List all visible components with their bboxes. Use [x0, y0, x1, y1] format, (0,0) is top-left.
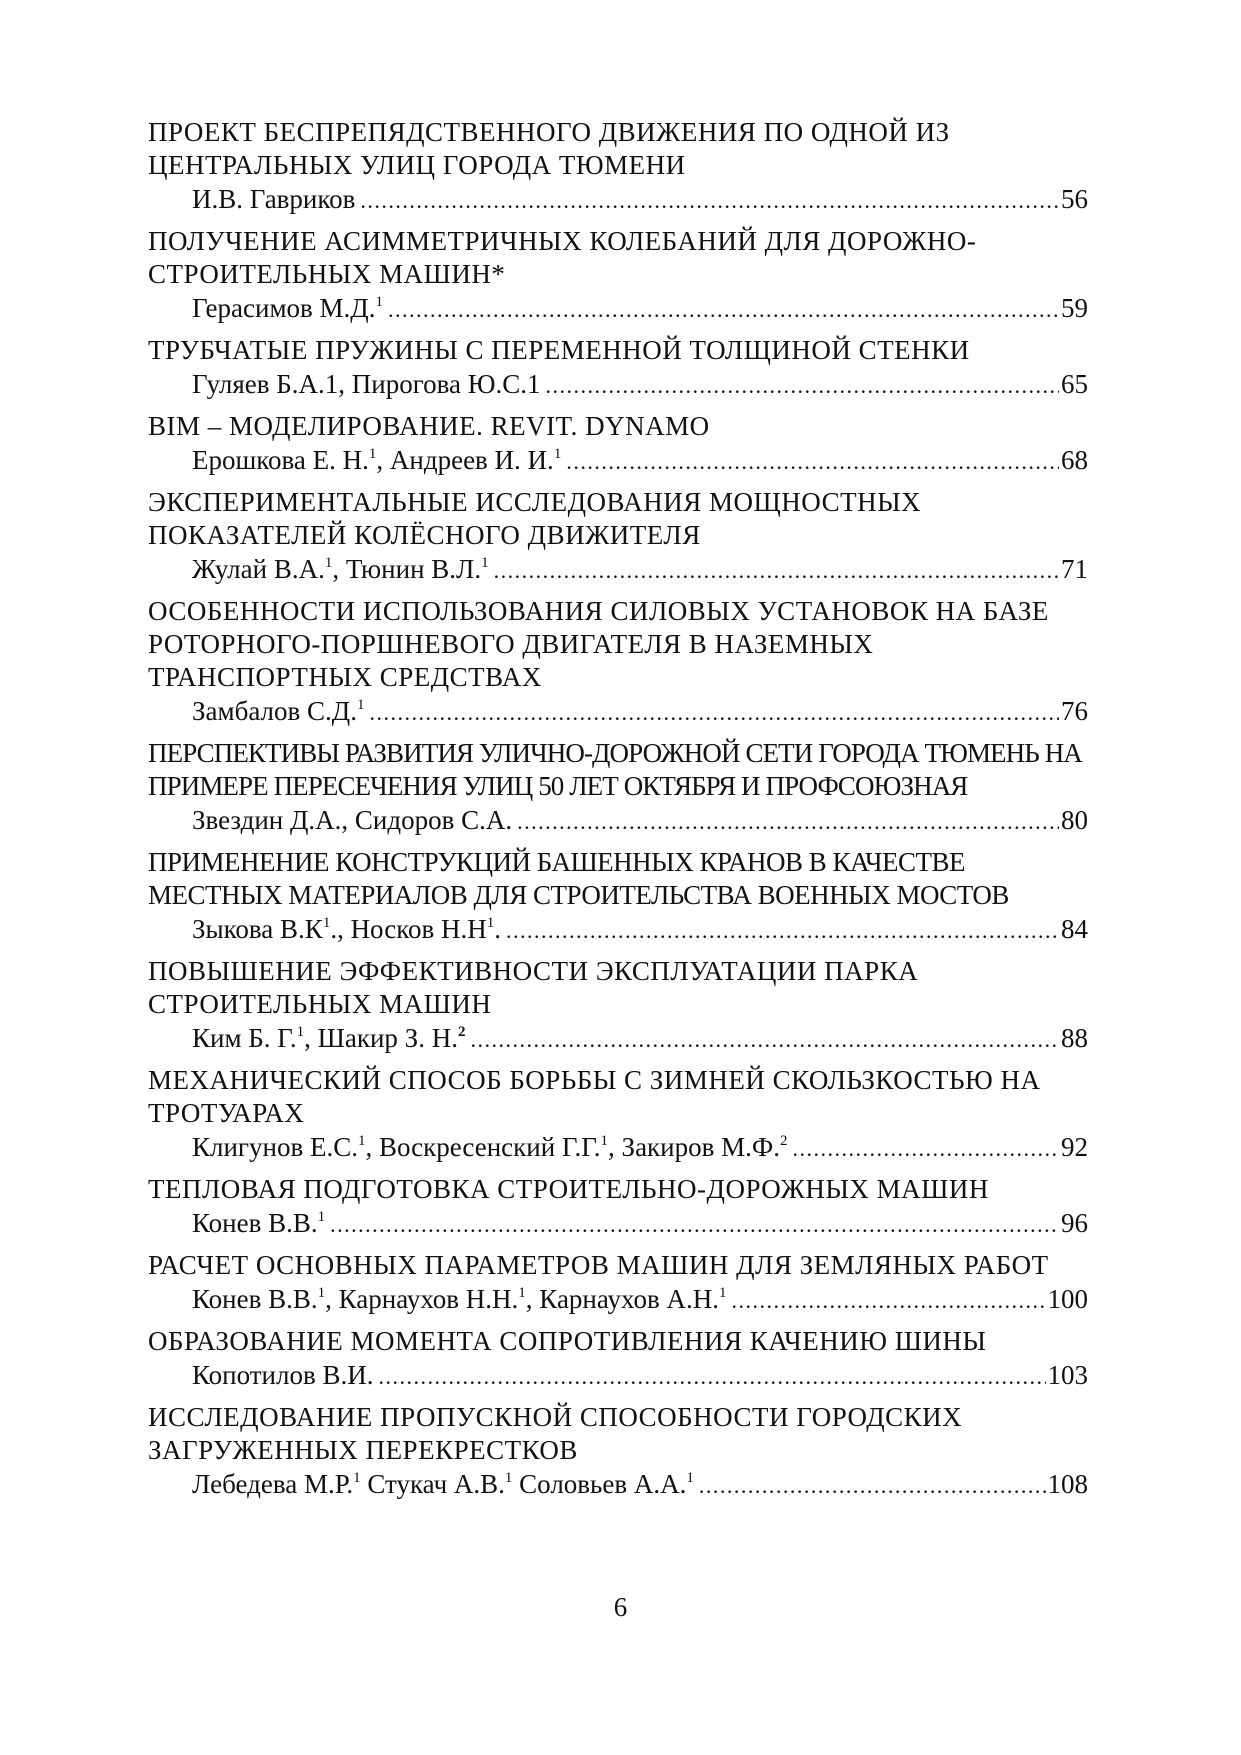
- entry-authors: Звездин Д.А., Сидоров С.А.: [192, 805, 513, 835]
- entry-line: [148, 694, 1088, 730]
- entry-line: [148, 912, 1088, 948]
- author-text: , Тюнин В.Л.: [332, 554, 482, 584]
- entry-page-number: 71: [1061, 554, 1088, 584]
- entry-title: ТЕПЛОВАЯ ПОДГОТОВКА СТРОИТЕЛЬНО-ДОРОЖНЫХ МАШИН: [148, 1174, 989, 1204]
- entry-authors: [192, 1021, 465, 1055]
- entry-page-number: 100: [1047, 1284, 1088, 1314]
- toc-entry: [148, 737, 1088, 839]
- toc-entry: [148, 1064, 1088, 1166]
- footnote-mark: 1: [357, 1133, 366, 1149]
- footnote-mark: 2: [457, 1024, 466, 1040]
- footnote-mark: 1: [486, 915, 495, 931]
- footnote-mark: 1: [553, 446, 562, 462]
- author-text: Лебедева М.Р.: [192, 1469, 354, 1499]
- author-text: Зыкова В.К: [192, 914, 323, 944]
- entry-title: ЭКСПЕРИМЕНТАЛЬНЫЕ ИССЛЕДОВАНИЯ МОЩНОСТНЫХ ПОКАЗАТЕЛЕЙ КОЛЁСНОГО ДВИЖИТЕЛЯ: [148, 487, 922, 550]
- entry-title: ИССЛЕДОВАНИЕ ПРОПУСКНОЙ СПОСОБНОСТИ ГОРОДСКИХ ЗАГРУЖЕННЫХ ПЕРЕКРЕСТКОВ: [148, 1402, 963, 1465]
- entry-title: ПРИМЕНЕНИЕ КОНСТРУКЦИЙ БАШЕННЫХ КРАНОВ В КАЧЕСТВЕ МЕСТНЫХ МАТЕРИАЛОВ ДЛЯ СТРОИТЕЛЬСТВА ВОЕННЫХ МОСТОВ: [148, 847, 1009, 910]
- entry-page-number: 92: [1061, 1132, 1088, 1162]
- footnote-mark: 1: [504, 1470, 513, 1486]
- entry-line: [148, 367, 1088, 403]
- entry-title: ТРУБЧАТЫЕ ПРУЖИНЫ С ПЕРЕМЕННОЙ ТОЛЩИНОЙ СТЕНКИ: [148, 335, 970, 365]
- author-text: .: [494, 914, 501, 944]
- author-text: Замбалов С.Д.: [192, 696, 357, 726]
- toc-entry: [148, 1401, 1088, 1503]
- entry-line: [148, 1467, 1088, 1503]
- page-number: 6: [613, 1592, 628, 1622]
- author-text: , Андреев И. И.: [376, 445, 554, 475]
- dot-leader: [517, 805, 1059, 839]
- toc-entry: [148, 225, 1088, 327]
- dot-leader: [546, 369, 1059, 403]
- author-text: ., Носков Н.Н: [330, 914, 487, 944]
- entry-title: ПОВЫШЕНИЕ ЭФФЕКТИВНОСТИ ЭКСПЛУАТАЦИИ ПАРКА СТРОИТЕЛЬНЫХ МАШИН: [148, 956, 919, 1019]
- dot-leader: [566, 445, 1059, 479]
- toc-entry: [148, 1173, 1088, 1242]
- entry-title: ОБРАЗОВАНИЕ МОМЕНТА СОПРОТИВЛЕНИЯ КАЧЕНИЮ ШИНЫ: [148, 1326, 987, 1356]
- entry-line: [148, 1130, 1088, 1166]
- table-of-contents: [148, 116, 1088, 1510]
- entry-line: [148, 291, 1088, 327]
- entry-authors: И.В. Гавриков: [192, 184, 356, 214]
- author-text: Конев В.В.: [192, 1284, 318, 1314]
- footnote-mark: 1: [353, 1470, 361, 1486]
- entry-title: ПЕРСПЕКТИВЫ РАЗВИТИЯ УЛИЧНО-ДОРОЖНОЙ СЕТИ ГОРОДА ТЮМЕНЬ НА ПРИМЕРЕ ПЕРЕСЕЧЕНИЯ УЛИЦ 50 ЛЕТ ОКТЯБРЯ И ПРОФСОЮЗНАЯ: [148, 738, 1082, 801]
- dot-leader: [494, 554, 1059, 588]
- entry-line: [148, 552, 1088, 588]
- entry-line: [148, 1021, 1088, 1057]
- footnote-mark: 1: [356, 697, 365, 713]
- toc-entry: [148, 334, 1088, 403]
- entry-authors: [192, 1282, 726, 1316]
- entry-title: BIM – МОДЕЛИРОВАНИЕ. REVIT. DYNAMO: [148, 411, 710, 441]
- toc-entry: [148, 1249, 1088, 1318]
- dot-leader: [360, 184, 1059, 218]
- dot-leader: [699, 1469, 1046, 1503]
- entry-authors: [192, 1130, 787, 1164]
- entry-page-number: 103: [1047, 1360, 1088, 1390]
- entry-title: МЕХАНИЧЕСКИЙ СПОСОБ БОРЬБЫ С ЗИМНЕЙ СКОЛЬЗКОСТЬЮ НА ТРОТУАРАХ: [148, 1065, 1041, 1128]
- toc-entry: [148, 410, 1088, 479]
- entry-authors: [192, 291, 383, 325]
- entry-line: [148, 1358, 1088, 1394]
- author-text: , Закиров М.Ф.: [608, 1132, 780, 1162]
- entry-title: РАСЧЕТ ОСНОВНЫХ ПАРАМЕТРОВ МАШИН ДЛЯ ЗЕМЛЯНЫХ РАБОТ: [148, 1250, 1049, 1280]
- entry-line: [148, 443, 1088, 479]
- toc-entry: [148, 486, 1088, 588]
- dot-leader: [330, 1208, 1059, 1242]
- footnote-mark: 1: [375, 294, 383, 310]
- entry-authors: [192, 912, 501, 946]
- dot-leader: [388, 293, 1059, 327]
- entry-page-number: 59: [1061, 293, 1088, 323]
- footnote-mark: 1: [481, 555, 489, 571]
- author-text: Соловьев А.А.: [512, 1469, 687, 1499]
- author-text: , Шакир З. Н.: [304, 1023, 458, 1053]
- footnote-mark: 2: [779, 1133, 788, 1149]
- entry-title: ПОЛУЧЕНИЕ АСИММЕТРИЧНЫХ КОЛЕБАНИЙ ДЛЯ ДОРОЖНО-СТРОИТЕЛЬНЫХ МАШИН*: [148, 226, 977, 289]
- footnote-mark: 1: [317, 1209, 326, 1225]
- footnote-mark: 1: [718, 1285, 727, 1301]
- footnote-mark: 1: [686, 1470, 694, 1486]
- entry-page-number: 65: [1061, 369, 1088, 399]
- entry-page-number: 80: [1061, 805, 1088, 835]
- dot-leader: [470, 1023, 1059, 1057]
- entry-authors: [192, 443, 561, 477]
- author-text: Конев В.В.: [192, 1208, 318, 1238]
- author-text: Ерошкова Е. Н.: [192, 445, 369, 475]
- toc-entry: [148, 1325, 1088, 1394]
- author-text: , Карнаухов Н.Н.: [325, 1284, 519, 1314]
- dot-leader: [792, 1132, 1059, 1166]
- entry-page-number: 108: [1047, 1469, 1088, 1499]
- entry-authors: [192, 1206, 325, 1240]
- entry-authors: Гуляев Б.А.1, Пирогова Ю.С.1: [192, 369, 541, 399]
- dot-leader: [731, 1284, 1045, 1318]
- footnote-mark: 1: [368, 446, 377, 462]
- author-text: Стукач А.В.: [360, 1469, 505, 1499]
- entry-authors: Копотилов В.И.: [192, 1360, 374, 1390]
- entry-authors: [192, 1467, 694, 1501]
- entry-line: [148, 182, 1088, 218]
- entry-page-number: 68: [1061, 445, 1088, 475]
- author-text: Клигунов Е.С.: [192, 1132, 358, 1162]
- entry-line: [148, 1282, 1088, 1318]
- author-text: , Воскресенский Г.Г.: [365, 1132, 601, 1162]
- entry-line: [148, 803, 1088, 839]
- author-text: Жулай В.А.: [192, 554, 325, 584]
- dot-leader: [506, 914, 1059, 948]
- dot-leader: [369, 696, 1059, 730]
- entry-authors: [192, 552, 489, 586]
- toc-entry: [148, 595, 1088, 730]
- entry-title: ОСОБЕННОСТИ ИСПОЛЬЗОВАНИЯ СИЛОВЫХ УСТАНОВОК НА БАЗЕ РОТОРНОГО-ПОРШНЕВОГО ДВИГАТЕЛЯ В НАЗЕМНЫХ ТРАНСПОРТНЫХ СРЕДСТВАХ: [148, 596, 1049, 692]
- entry-authors: [192, 694, 364, 728]
- entry-title: ПРОЕКТ БЕСПРЕПЯДСТВЕННОГО ДВИЖЕНИЯ ПО ОДНОЙ ИЗ ЦЕНТРАЛЬНЫХ УЛИЦ ГОРОДА ТЮМЕНИ: [148, 117, 950, 180]
- entry-line: [148, 1206, 1088, 1242]
- entry-page-number: 88: [1061, 1023, 1088, 1053]
- entry-page-number: 96: [1061, 1208, 1088, 1238]
- toc-entry: [148, 846, 1088, 948]
- toc-entry: [148, 116, 1088, 218]
- footnote-mark: 1: [518, 1285, 526, 1301]
- footnote-mark: 1: [324, 555, 333, 571]
- entry-page-number: 76: [1061, 696, 1088, 726]
- footnote-mark: 1: [296, 1024, 305, 1040]
- author-text: Ким Б. Г.: [192, 1023, 297, 1053]
- entry-page-number: 84: [1061, 914, 1088, 944]
- author-text: , Карнаухов А.Н.: [525, 1284, 719, 1314]
- footnote-mark: 1: [600, 1133, 609, 1149]
- footnote-mark: 1: [322, 915, 331, 931]
- footnote-mark: 1: [317, 1285, 326, 1301]
- toc-entry: [148, 955, 1088, 1057]
- dot-leader: [379, 1360, 1046, 1394]
- author-text: Герасимов М.Д.: [192, 293, 376, 323]
- entry-page-number: 56: [1061, 184, 1088, 214]
